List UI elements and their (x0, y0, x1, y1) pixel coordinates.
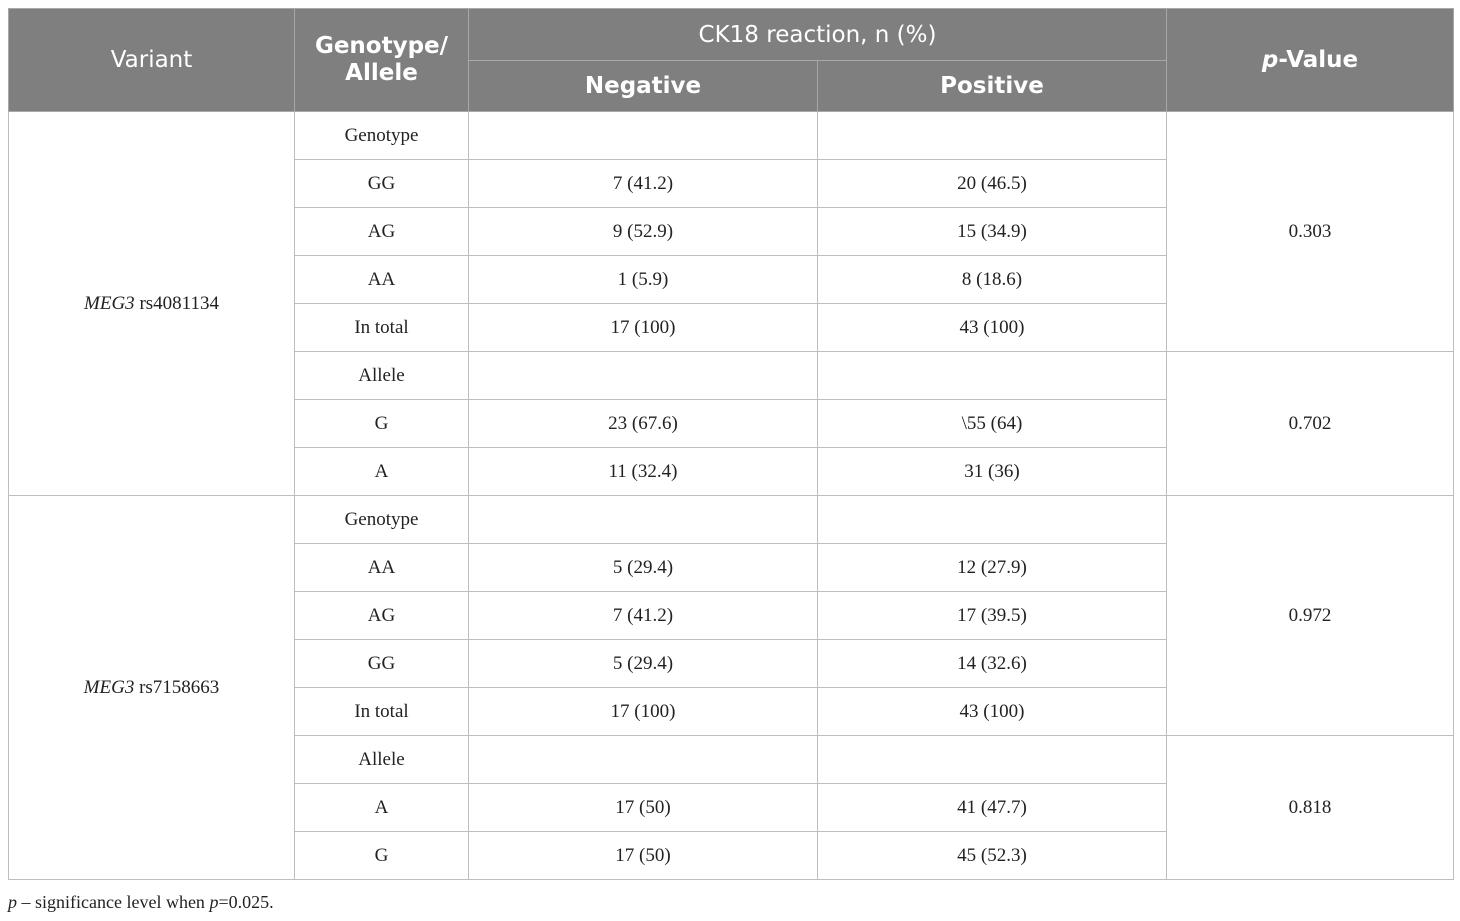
genotype-cell: AG (295, 592, 469, 640)
positive-cell: 17 (39.5) (818, 592, 1167, 640)
header-ck18-reaction: CK18 reaction, n (%) (469, 9, 1167, 61)
header-genotype-allele: Genotype/ Allele (295, 9, 469, 112)
negative-cell: 7 (41.2) (469, 160, 818, 208)
variant-snp: rs7158663 (134, 676, 220, 698)
positive-cell: 8 (18.6) (818, 256, 1167, 304)
p-value-cell: 0.972 (1167, 496, 1454, 736)
genotype-cell: GG (295, 160, 469, 208)
negative-cell (469, 496, 818, 544)
genotype-cell: AA (295, 256, 469, 304)
section-label: Genotype (295, 496, 469, 544)
negative-cell (469, 112, 818, 160)
footnote-p-symbol-2: p (209, 892, 219, 912)
positive-cell: 14 (32.6) (818, 640, 1167, 688)
section-label: Genotype (295, 112, 469, 160)
table-row (9, 112, 1454, 160)
table-body (9, 112, 1454, 880)
genotype-cell: GG (295, 640, 469, 688)
p-value-cell: 0.702 (1167, 352, 1454, 496)
negative-cell: 17 (50) (469, 832, 818, 880)
genotype-cell: In total (295, 688, 469, 736)
positive-cell (818, 112, 1167, 160)
ck18-genotype-table (8, 8, 1454, 880)
positive-cell (818, 736, 1167, 784)
positive-cell: 20 (46.5) (818, 160, 1167, 208)
header-row-1 (9, 9, 1454, 61)
footnote-text: – significance level when (17, 892, 210, 912)
negative-cell: 11 (32.4) (469, 448, 818, 496)
positive-cell (818, 352, 1167, 400)
negative-cell: 17 (100) (469, 304, 818, 352)
negative-cell: 23 (67.6) (469, 400, 818, 448)
negative-cell (469, 352, 818, 400)
table-row (9, 496, 1454, 544)
negative-cell: 7 (41.2) (469, 592, 818, 640)
footnote-threshold: =0.025. (218, 892, 274, 912)
negative-cell: 1 (5.9) (469, 256, 818, 304)
negative-cell: 17 (100) (469, 688, 818, 736)
positive-cell: 43 (100) (818, 304, 1167, 352)
variant-gene: MEG3 (84, 292, 135, 314)
variant-cell (9, 112, 295, 496)
genotype-cell: In total (295, 304, 469, 352)
p-value-cell: 0.303 (1167, 112, 1454, 352)
variant-cell (9, 496, 295, 880)
positive-cell: 43 (100) (818, 688, 1167, 736)
positive-cell: 31 (36) (818, 448, 1167, 496)
negative-cell: 9 (52.9) (469, 208, 818, 256)
section-label: Allele (295, 736, 469, 784)
genotype-cell: AG (295, 208, 469, 256)
positive-cell (818, 496, 1167, 544)
p-value-cell: 0.818 (1167, 736, 1454, 880)
negative-cell (469, 736, 818, 784)
variant-gene: MEG3 (83, 676, 135, 698)
allele-cell: A (295, 784, 469, 832)
header-p-suffix: -Value (1278, 47, 1359, 73)
header-p-symbol: p (1261, 47, 1279, 73)
table-footnote (8, 892, 274, 913)
header-positive: Positive (818, 61, 1167, 112)
header-negative: Negative (469, 61, 818, 112)
negative-cell: 5 (29.4) (469, 640, 818, 688)
positive-cell: 45 (52.3) (818, 832, 1167, 880)
variant-snp: rs4081134 (134, 292, 219, 314)
footnote-p-symbol: p (8, 892, 17, 912)
section-label: Allele (295, 352, 469, 400)
positive-cell: 41 (47.7) (818, 784, 1167, 832)
genotype-cell: AA (295, 544, 469, 592)
header-p-value (1167, 9, 1454, 112)
allele-cell: G (295, 400, 469, 448)
positive-cell: \55 (64) (818, 400, 1167, 448)
allele-cell: G (295, 832, 469, 880)
allele-cell: A (295, 448, 469, 496)
negative-cell: 5 (29.4) (469, 544, 818, 592)
positive-cell: 15 (34.9) (818, 208, 1167, 256)
positive-cell: 12 (27.9) (818, 544, 1167, 592)
negative-cell: 17 (50) (469, 784, 818, 832)
header-variant: Variant (9, 9, 295, 112)
